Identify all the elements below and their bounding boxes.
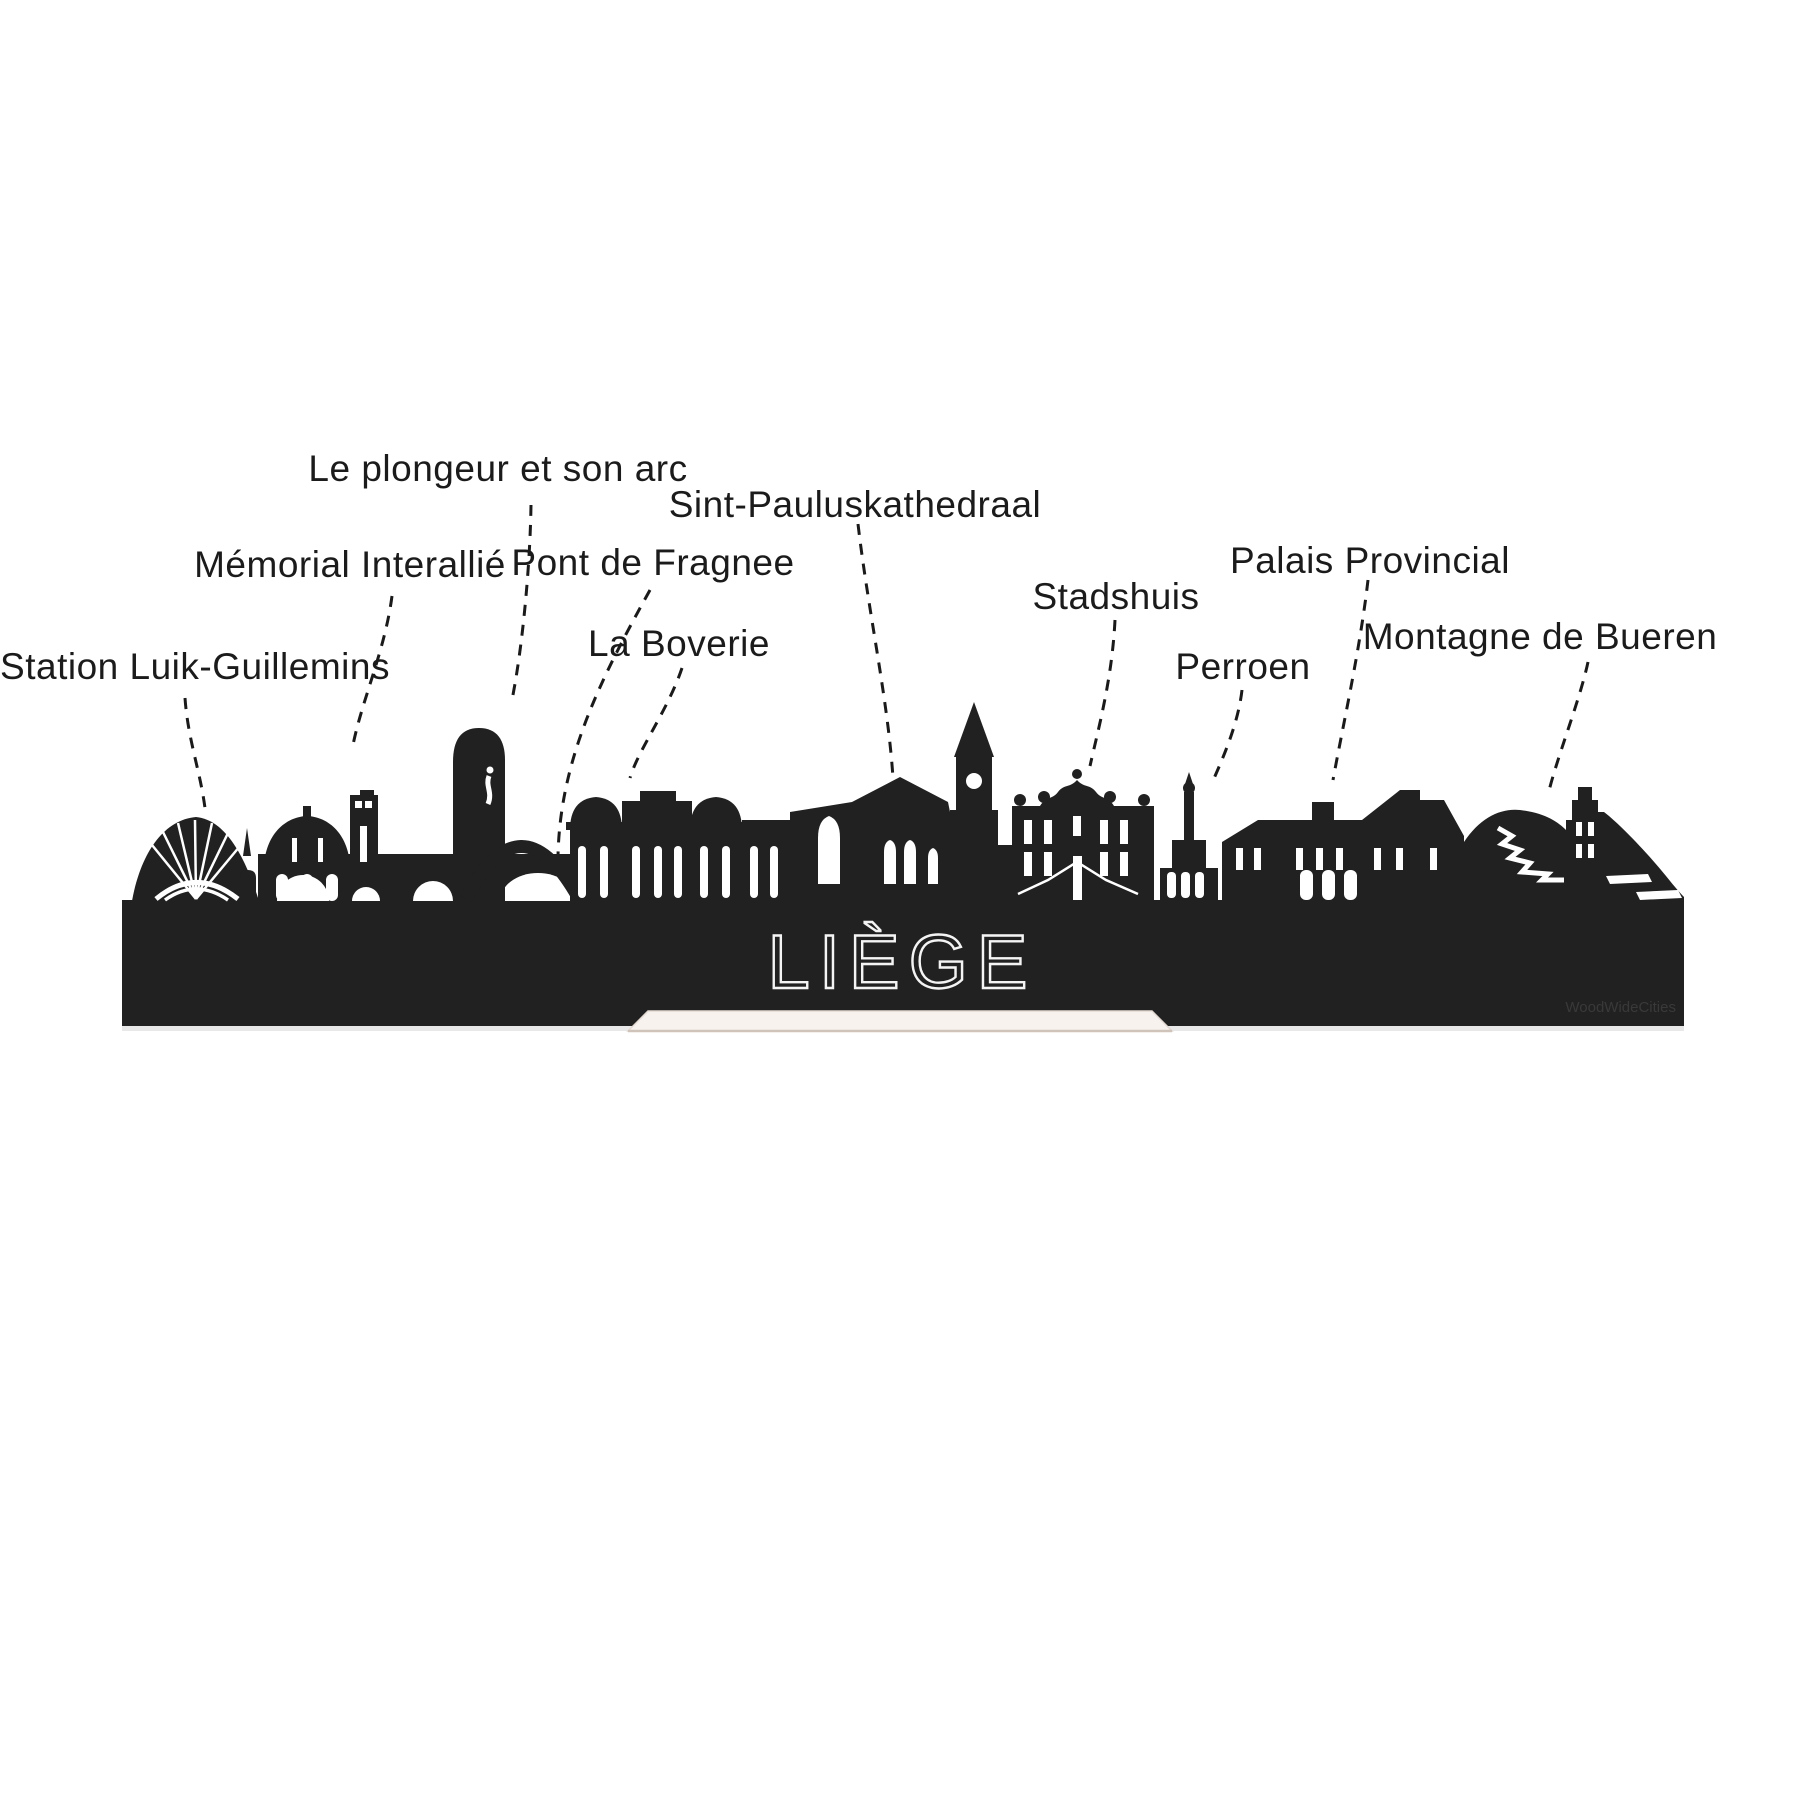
city-name-engraving: LIÈGE: [767, 920, 1037, 1005]
label-memorial-interallie: Mémorial Interallié: [194, 544, 506, 585]
leader-line-station: [185, 698, 205, 808]
dome-finial: [303, 806, 311, 818]
label-pont-de-fragnee: Pont de Fragnee: [511, 542, 795, 583]
leader-line-memorial: [353, 596, 392, 745]
bridge-obelisk: [243, 828, 251, 856]
label-palais-provincial: Palais Provincial: [1230, 540, 1510, 581]
label-la-boverie: La Boverie: [588, 623, 770, 664]
label-sint-pauluskathedraal: Sint-Pauluskathedraal: [668, 484, 1042, 525]
display-stand: [628, 1011, 1172, 1031]
label-stadshuis: Stadshuis: [1032, 576, 1200, 617]
leader-line-montagne: [1548, 662, 1588, 795]
montagne-de-bueren-shape: [1464, 787, 1684, 901]
diver-cutout: [488, 776, 490, 804]
label-montagne-de-bueren: Montagne de Bueren: [1362, 616, 1718, 657]
small-monument: [240, 870, 256, 901]
brand-watermark: WoodWideCities: [1565, 999, 1676, 1016]
leader-line-boverie: [630, 668, 682, 778]
leader-line-plongeur: [512, 505, 531, 700]
leader-line-perroen: [1212, 690, 1242, 783]
diver-cutout: [487, 767, 494, 774]
stadshuis-shape: [1012, 769, 1154, 901]
leader-line-sintpaulus: [858, 524, 893, 778]
label-perroen: Perroen: [1175, 646, 1311, 687]
spire-round-window: [966, 773, 982, 789]
cathedral-shape: [790, 777, 950, 901]
leader-line-palais: [1333, 580, 1368, 780]
cathedral-spire: [950, 702, 1014, 901]
label-le-plongeur: Le plongeur et son arc: [308, 448, 688, 489]
leader-line-stadshuis: [1090, 620, 1115, 766]
perroen-slots: [1167, 872, 1204, 898]
label-station-luik-guillemins: Station Luik-Guillemins: [0, 646, 390, 687]
palais-provincial-shape: [1222, 790, 1464, 901]
